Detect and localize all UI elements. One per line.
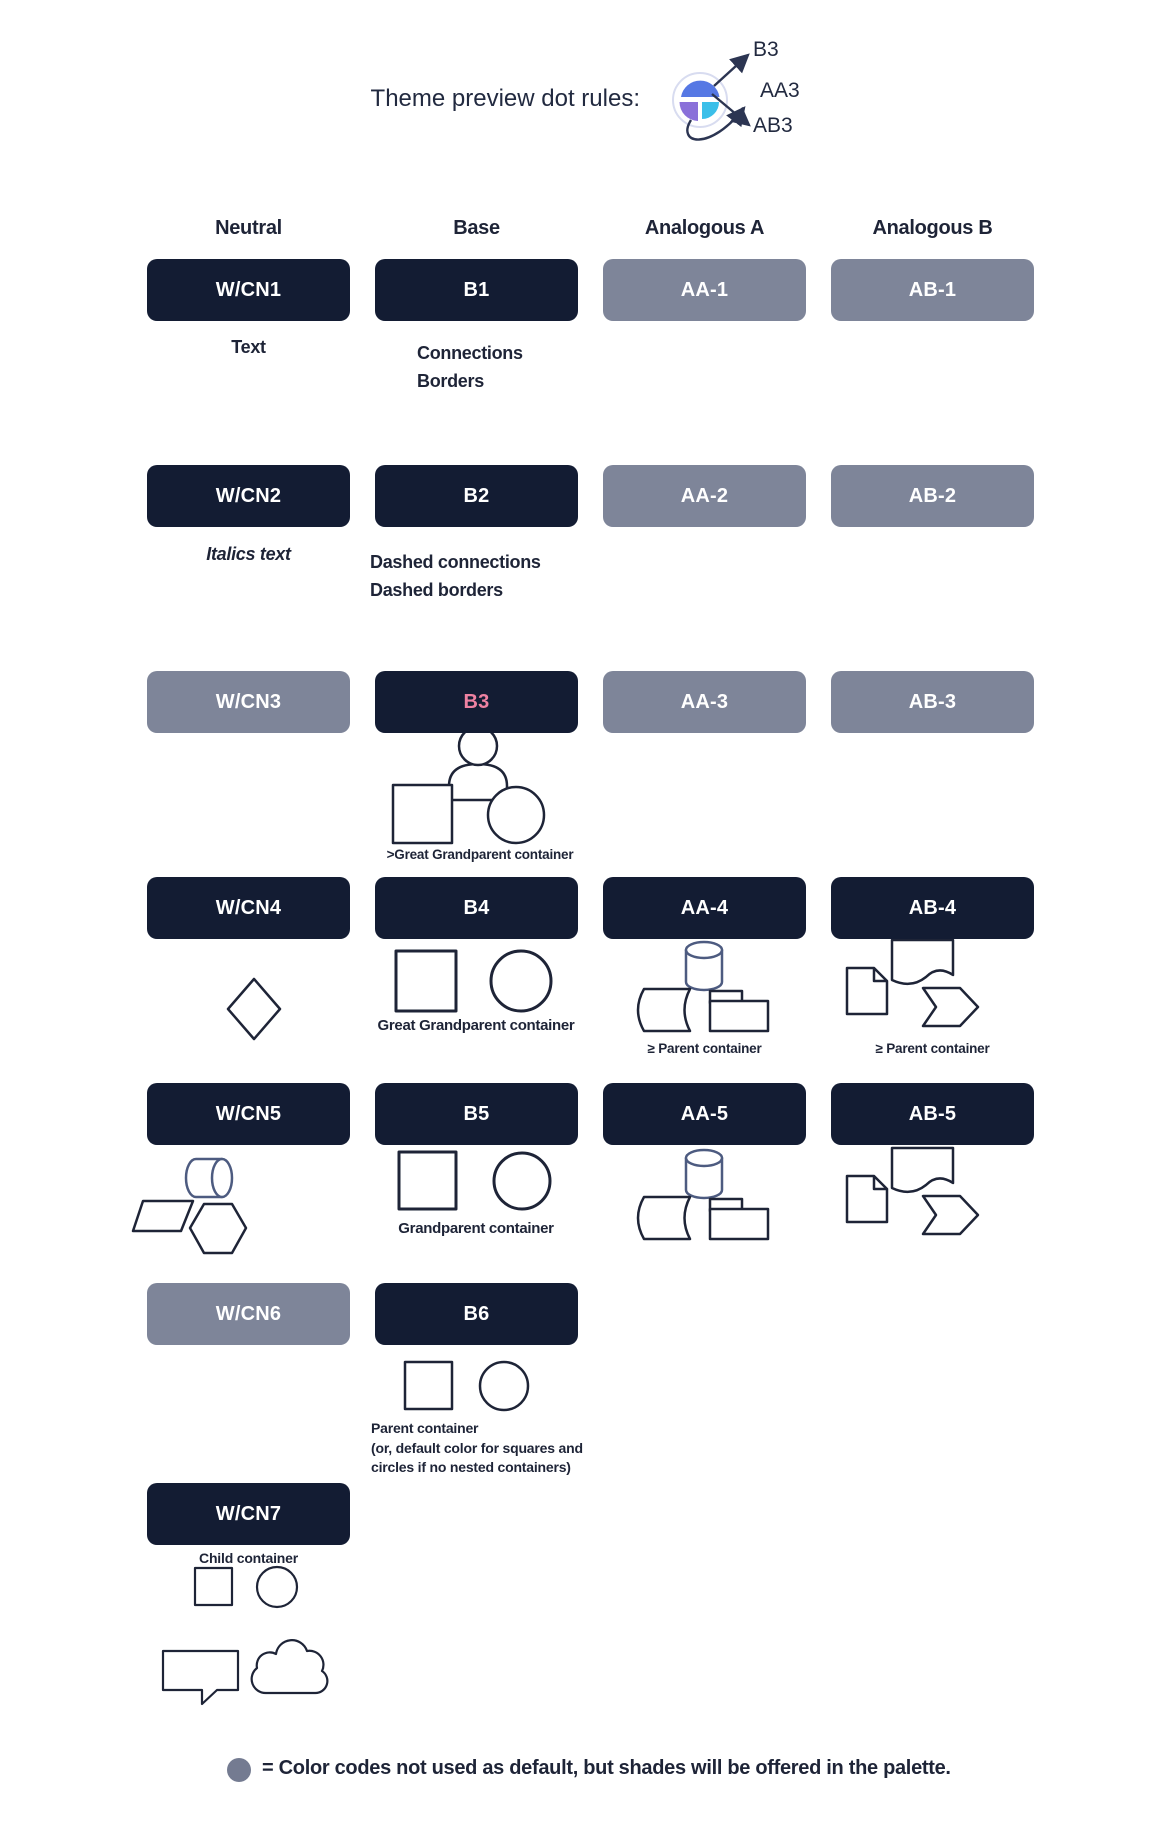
caption-b2-line2: Dashed borders: [370, 580, 503, 600]
badge-b3: B3: [375, 671, 578, 733]
circle-icon: [257, 1567, 297, 1607]
caption-b5: Grandparent container: [398, 1220, 554, 1237]
b6-shape-cluster: [405, 1362, 528, 1410]
circle-icon: [488, 787, 544, 843]
badge-wcn7: W/CN7: [147, 1483, 350, 1545]
column-header-neutral: Neutral: [215, 217, 282, 239]
lying-cylinder-cap-icon: [212, 1159, 232, 1197]
badge-b5: B5: [375, 1083, 578, 1145]
dot-label-ab3: AB3: [753, 114, 793, 137]
wcn5-shape-cluster: [133, 1159, 246, 1253]
badge-ab4: AB-4: [831, 877, 1034, 939]
caption-b6-line3: circles if no nested containers): [371, 1459, 571, 1475]
badge-ab1: AB-1: [831, 259, 1034, 321]
badge-aa2: AA-2: [603, 465, 806, 527]
aa5-shape-cluster: [638, 1150, 768, 1239]
arrow-to-b3-icon: [714, 55, 748, 86]
dot-label-b3: B3: [753, 38, 779, 61]
legend-text: = Color codes not used as default, but shades will be offered in the palette.: [262, 1757, 951, 1779]
badge-ab2: AB-2: [831, 465, 1034, 527]
caption-aa4: ≥ Parent container: [647, 1041, 762, 1056]
square-icon: [396, 951, 456, 1011]
stored-data-icon: [638, 1197, 690, 1239]
b4-shape-cluster: [396, 951, 551, 1011]
circle-icon: [491, 951, 551, 1011]
cylinder-top-icon: [686, 1150, 722, 1166]
document-icon: [847, 1176, 887, 1222]
theme-preview-dot-icon: [673, 55, 749, 140]
chevron-icon: [923, 988, 978, 1026]
badge-aa1: AA-1: [603, 259, 806, 321]
badge-b1: B1: [375, 259, 578, 321]
ab5-shape-cluster: [847, 1148, 978, 1234]
dot-label-aa3: AA3: [760, 79, 800, 102]
column-header-base: Base: [453, 217, 500, 239]
caption-wcn7: Child container: [199, 1550, 298, 1566]
badge-ab3: AB-3: [831, 671, 1034, 733]
b3-shape-cluster: [393, 727, 544, 843]
badge-b6: B6: [375, 1283, 578, 1345]
column-header-analogous-b: Analogous B: [872, 217, 993, 239]
parallelogram-icon: [133, 1201, 193, 1231]
badge-aa4: AA-4: [603, 877, 806, 939]
folder-icon: [710, 1209, 768, 1239]
page-title: Theme preview dot rules:: [370, 85, 640, 112]
ab4-shape-cluster: [847, 940, 978, 1026]
badge-ab5: AB-5: [831, 1083, 1034, 1145]
wavy-document-icon: [892, 940, 953, 984]
caption-b1-line2: Borders: [417, 371, 484, 391]
hexagon-icon: [190, 1204, 246, 1253]
caption-b1: [417, 339, 523, 395]
column-header-analogous-a: Analogous A: [644, 217, 765, 239]
caption-b1-line1: Connections: [417, 343, 523, 363]
badge-wcn6: W/CN6: [147, 1283, 350, 1345]
caption-ab4: ≥ Parent container: [875, 1041, 990, 1056]
caption-b6: [371, 1419, 583, 1478]
badge-aa3: AA-3: [603, 671, 806, 733]
square-icon: [399, 1152, 456, 1209]
b5-shape-cluster: [399, 1152, 550, 1209]
caption-b2: [370, 548, 541, 604]
badge-aa5: AA-5: [603, 1083, 806, 1145]
badge-wcn2: W/CN2: [147, 465, 350, 527]
diamond-icon: [228, 979, 280, 1039]
legend-dot-icon: [227, 1758, 251, 1782]
cloud-icon: [252, 1640, 328, 1693]
stored-data-icon: [638, 989, 690, 1031]
caption-b6-line2: (or, default color for squares and: [371, 1439, 583, 1456]
wcn7-shape-cluster: [163, 1567, 327, 1704]
pie-bottom-right-quarter: [702, 102, 719, 119]
badge-b4: B4: [375, 877, 578, 939]
speech-bubble-icon: [163, 1651, 238, 1704]
document-icon: [847, 968, 887, 1014]
caption-b6-line1: Parent container: [371, 1420, 479, 1436]
caption-wcn2: Italics text: [206, 544, 291, 564]
badge-wcn4: W/CN4: [147, 877, 350, 939]
badge-wcn3: W/CN3: [147, 671, 350, 733]
caption-b4: Great Grandparent container: [377, 1017, 575, 1034]
square-icon: [405, 1362, 452, 1409]
caption-b3: >Great Grandparent container: [386, 847, 574, 862]
cylinder-top-icon: [686, 942, 722, 958]
badge-wcn1: W/CN1: [147, 259, 350, 321]
aa4-shape-cluster: [638, 942, 768, 1031]
circle-icon: [480, 1362, 528, 1410]
badge-wcn5: W/CN5: [147, 1083, 350, 1145]
pie-bottom-left-quarter: [679, 102, 698, 121]
wavy-document-icon: [892, 1148, 953, 1192]
caption-wcn1: Text: [231, 337, 266, 357]
chevron-icon: [923, 1196, 978, 1234]
circle-icon: [494, 1153, 550, 1209]
square-icon: [195, 1568, 232, 1605]
badge-b2: B2: [375, 465, 578, 527]
folder-icon: [710, 1001, 768, 1031]
square-icon: [393, 785, 452, 843]
caption-b2-line1: Dashed connections: [370, 552, 541, 572]
